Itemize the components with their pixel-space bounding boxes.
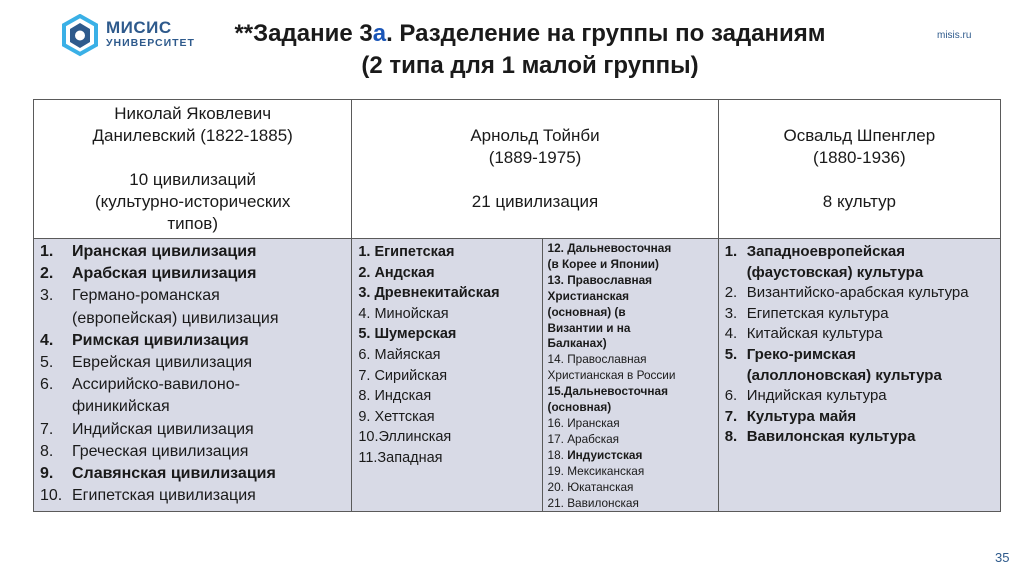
danilevsky-item xyxy=(40,419,351,441)
header-count-line: 10 цивилизаций xyxy=(129,170,257,189)
toynbee-item: 2. Андская xyxy=(358,264,435,281)
header-count-line: (культурно-исторических xyxy=(94,192,291,211)
spengler-item xyxy=(725,242,1000,263)
item-number xyxy=(40,396,72,418)
item-number: 2. xyxy=(724,284,738,302)
site-link[interactable]: misis.ru xyxy=(937,30,972,41)
header-count-line: 21 цивилизация xyxy=(471,192,599,211)
header-spengler xyxy=(718,100,1000,239)
toynbee-item: 12. Дальневосточная xyxy=(547,241,672,255)
item-number: 8. xyxy=(724,428,738,446)
header-name-line: Данилевский (1822-1885) xyxy=(92,126,293,145)
item-text: Индуистская xyxy=(567,447,643,462)
danilevsky-item xyxy=(40,285,351,307)
item-text: Римская цивилизация xyxy=(72,331,249,349)
danilevsky-item xyxy=(40,330,351,352)
item-text: Индийская цивилизация xyxy=(72,420,254,438)
item-number: 6. xyxy=(40,376,54,394)
item-number xyxy=(725,366,747,387)
toynbee-item: 3. Древнекитайская xyxy=(358,285,500,302)
title-part-b: . Разделение на группы по заданиям xyxy=(386,20,826,47)
toynbee-item: 4. Минойская xyxy=(358,305,449,322)
danilevsky-list-cell xyxy=(34,239,352,512)
item-number: 3. xyxy=(40,287,54,305)
item-number: 1. xyxy=(40,243,54,260)
danilevsky-item xyxy=(40,263,351,285)
spengler-item xyxy=(725,324,1000,345)
title-line-2: (2 типа для 1 малой группы) xyxy=(361,52,699,79)
item-text: Славянская цивилизация xyxy=(72,465,276,483)
item-number xyxy=(40,308,72,330)
toynbee-list-cell-b xyxy=(542,239,718,512)
title-accent: а xyxy=(372,20,387,47)
item-text: Вавилонская культура xyxy=(746,428,916,446)
toynbee-item: 10.Эллинская xyxy=(358,429,452,446)
item-text: Греко-римская xyxy=(746,345,856,363)
spengler-item xyxy=(725,345,1000,366)
item-text: Иранская цивилизация xyxy=(72,243,257,260)
item-text: Индийская культура xyxy=(746,387,887,405)
danilevsky-item xyxy=(40,374,351,396)
item-number: 7. xyxy=(724,407,738,425)
spengler-item xyxy=(725,304,1000,325)
logo-name: МИСИС xyxy=(106,18,172,37)
civilizations-table xyxy=(33,99,1001,512)
title-part-a: **Задание 3 xyxy=(234,20,373,47)
toynbee-item: 6. Майяская xyxy=(358,346,441,363)
page-title xyxy=(160,18,900,82)
spengler-item xyxy=(725,283,1000,304)
toynbee-item: 13. Православная xyxy=(547,272,653,287)
item-text: финикийская xyxy=(72,398,170,416)
toynbee-item: 11.Западная xyxy=(358,449,443,466)
item-text: Западноевропейская xyxy=(746,243,906,260)
danilevsky-item xyxy=(40,463,351,485)
danilevsky-item xyxy=(40,441,351,463)
spengler-item xyxy=(725,366,1000,387)
toynbee-item: 9. Хеттская xyxy=(358,408,435,425)
item-number: 8. xyxy=(40,442,54,460)
toynbee-item: 8. Индская xyxy=(358,388,432,405)
spengler-item xyxy=(725,386,1000,407)
item-number: 6. xyxy=(724,387,738,405)
item-number: 1. xyxy=(724,243,738,260)
spengler-item xyxy=(725,263,1000,284)
toynbee-item: 5. Шумерская xyxy=(358,326,457,343)
header-toynbee xyxy=(352,100,718,239)
item-text: (алоллоновская) культура xyxy=(746,366,942,384)
item-text: Византийско-арабская культура xyxy=(746,284,969,302)
danilevsky-item xyxy=(40,485,351,507)
toynbee-item: (в Корее и Японии) xyxy=(547,256,659,271)
item-text: (фаустовская) культура xyxy=(746,263,924,281)
item-text: Египетская культура xyxy=(746,304,889,322)
item-number: 5. xyxy=(40,354,54,372)
item-number: 5. xyxy=(724,345,738,363)
item-number: 4. xyxy=(724,325,738,343)
item-text: (европейская) цивилизация xyxy=(72,309,279,327)
item-text: Ассирийско-вавилоно- xyxy=(72,376,240,394)
item-number xyxy=(725,263,747,284)
header-danilevsky xyxy=(34,100,352,239)
item-number: 9. xyxy=(40,465,54,483)
toynbee-item: Христианская в России xyxy=(547,368,676,383)
item-number: 7. xyxy=(40,420,54,438)
spengler-item xyxy=(725,407,1000,428)
item-text: Арабская цивилизация xyxy=(72,265,257,283)
header-name-line: Николай Яковлевич xyxy=(114,104,272,123)
header-count-line: типов) xyxy=(167,214,218,233)
header-name-line: Арнольд Тойнби xyxy=(470,126,600,145)
header-count-line: 8 культур xyxy=(822,192,896,211)
item-number: 18. xyxy=(547,447,568,462)
toynbee-item: Христианская xyxy=(547,288,630,303)
toynbee-item: 21. Вавилонская xyxy=(547,495,639,510)
page-number: 35 xyxy=(995,550,1010,565)
item-text: Еврейская цивилизация xyxy=(72,354,253,372)
header-name-line: (1880-1936) xyxy=(813,148,906,167)
item-text: Культура майя xyxy=(746,407,857,425)
item-text: Китайская культура xyxy=(746,325,883,343)
toynbee-item: 1. Египетская xyxy=(358,244,455,260)
header-name-line: (1889-1975) xyxy=(488,148,582,167)
item-text: Германо-романская xyxy=(72,287,220,305)
toynbee-item: 17. Арабская xyxy=(547,431,620,446)
toynbee-item: 15.Дальневосточная xyxy=(547,384,668,399)
spengler-list-cell xyxy=(718,239,1000,512)
toynbee-item: Балканах) xyxy=(547,336,607,351)
toynbee-item: (основная) (в xyxy=(547,304,626,319)
item-number: 4. xyxy=(40,331,54,349)
item-text: Египетская цивилизация xyxy=(72,487,256,505)
toynbee-list-cell-a xyxy=(352,239,542,512)
spengler-item xyxy=(725,427,1000,448)
logo-subtitle: УНИВЕРСИТЕТ xyxy=(106,37,195,49)
toynbee-item: 14. Православная xyxy=(547,352,647,367)
toynbee-item: (основная) xyxy=(547,400,612,415)
misis-logo-icon xyxy=(60,14,100,58)
toynbee-item xyxy=(548,448,718,464)
danilevsky-item xyxy=(40,396,351,418)
toynbee-item: Византии и на xyxy=(547,320,631,335)
toynbee-item: 20. Юкатанская xyxy=(547,479,634,494)
header-name-line: Освальд Шпенглер xyxy=(783,126,936,145)
toynbee-item: 16. Иранская xyxy=(547,415,620,430)
danilevsky-item xyxy=(40,308,351,330)
item-text: Греческая цивилизация xyxy=(72,442,249,460)
item-number: 3. xyxy=(724,304,738,322)
danilevsky-item xyxy=(40,241,351,263)
toynbee-item: 7. Сирийская xyxy=(358,367,448,384)
item-number: 10. xyxy=(40,487,63,505)
item-number: 2. xyxy=(40,265,54,283)
danilevsky-item xyxy=(40,352,351,374)
toynbee-item: 19. Мексиканская xyxy=(547,463,645,478)
